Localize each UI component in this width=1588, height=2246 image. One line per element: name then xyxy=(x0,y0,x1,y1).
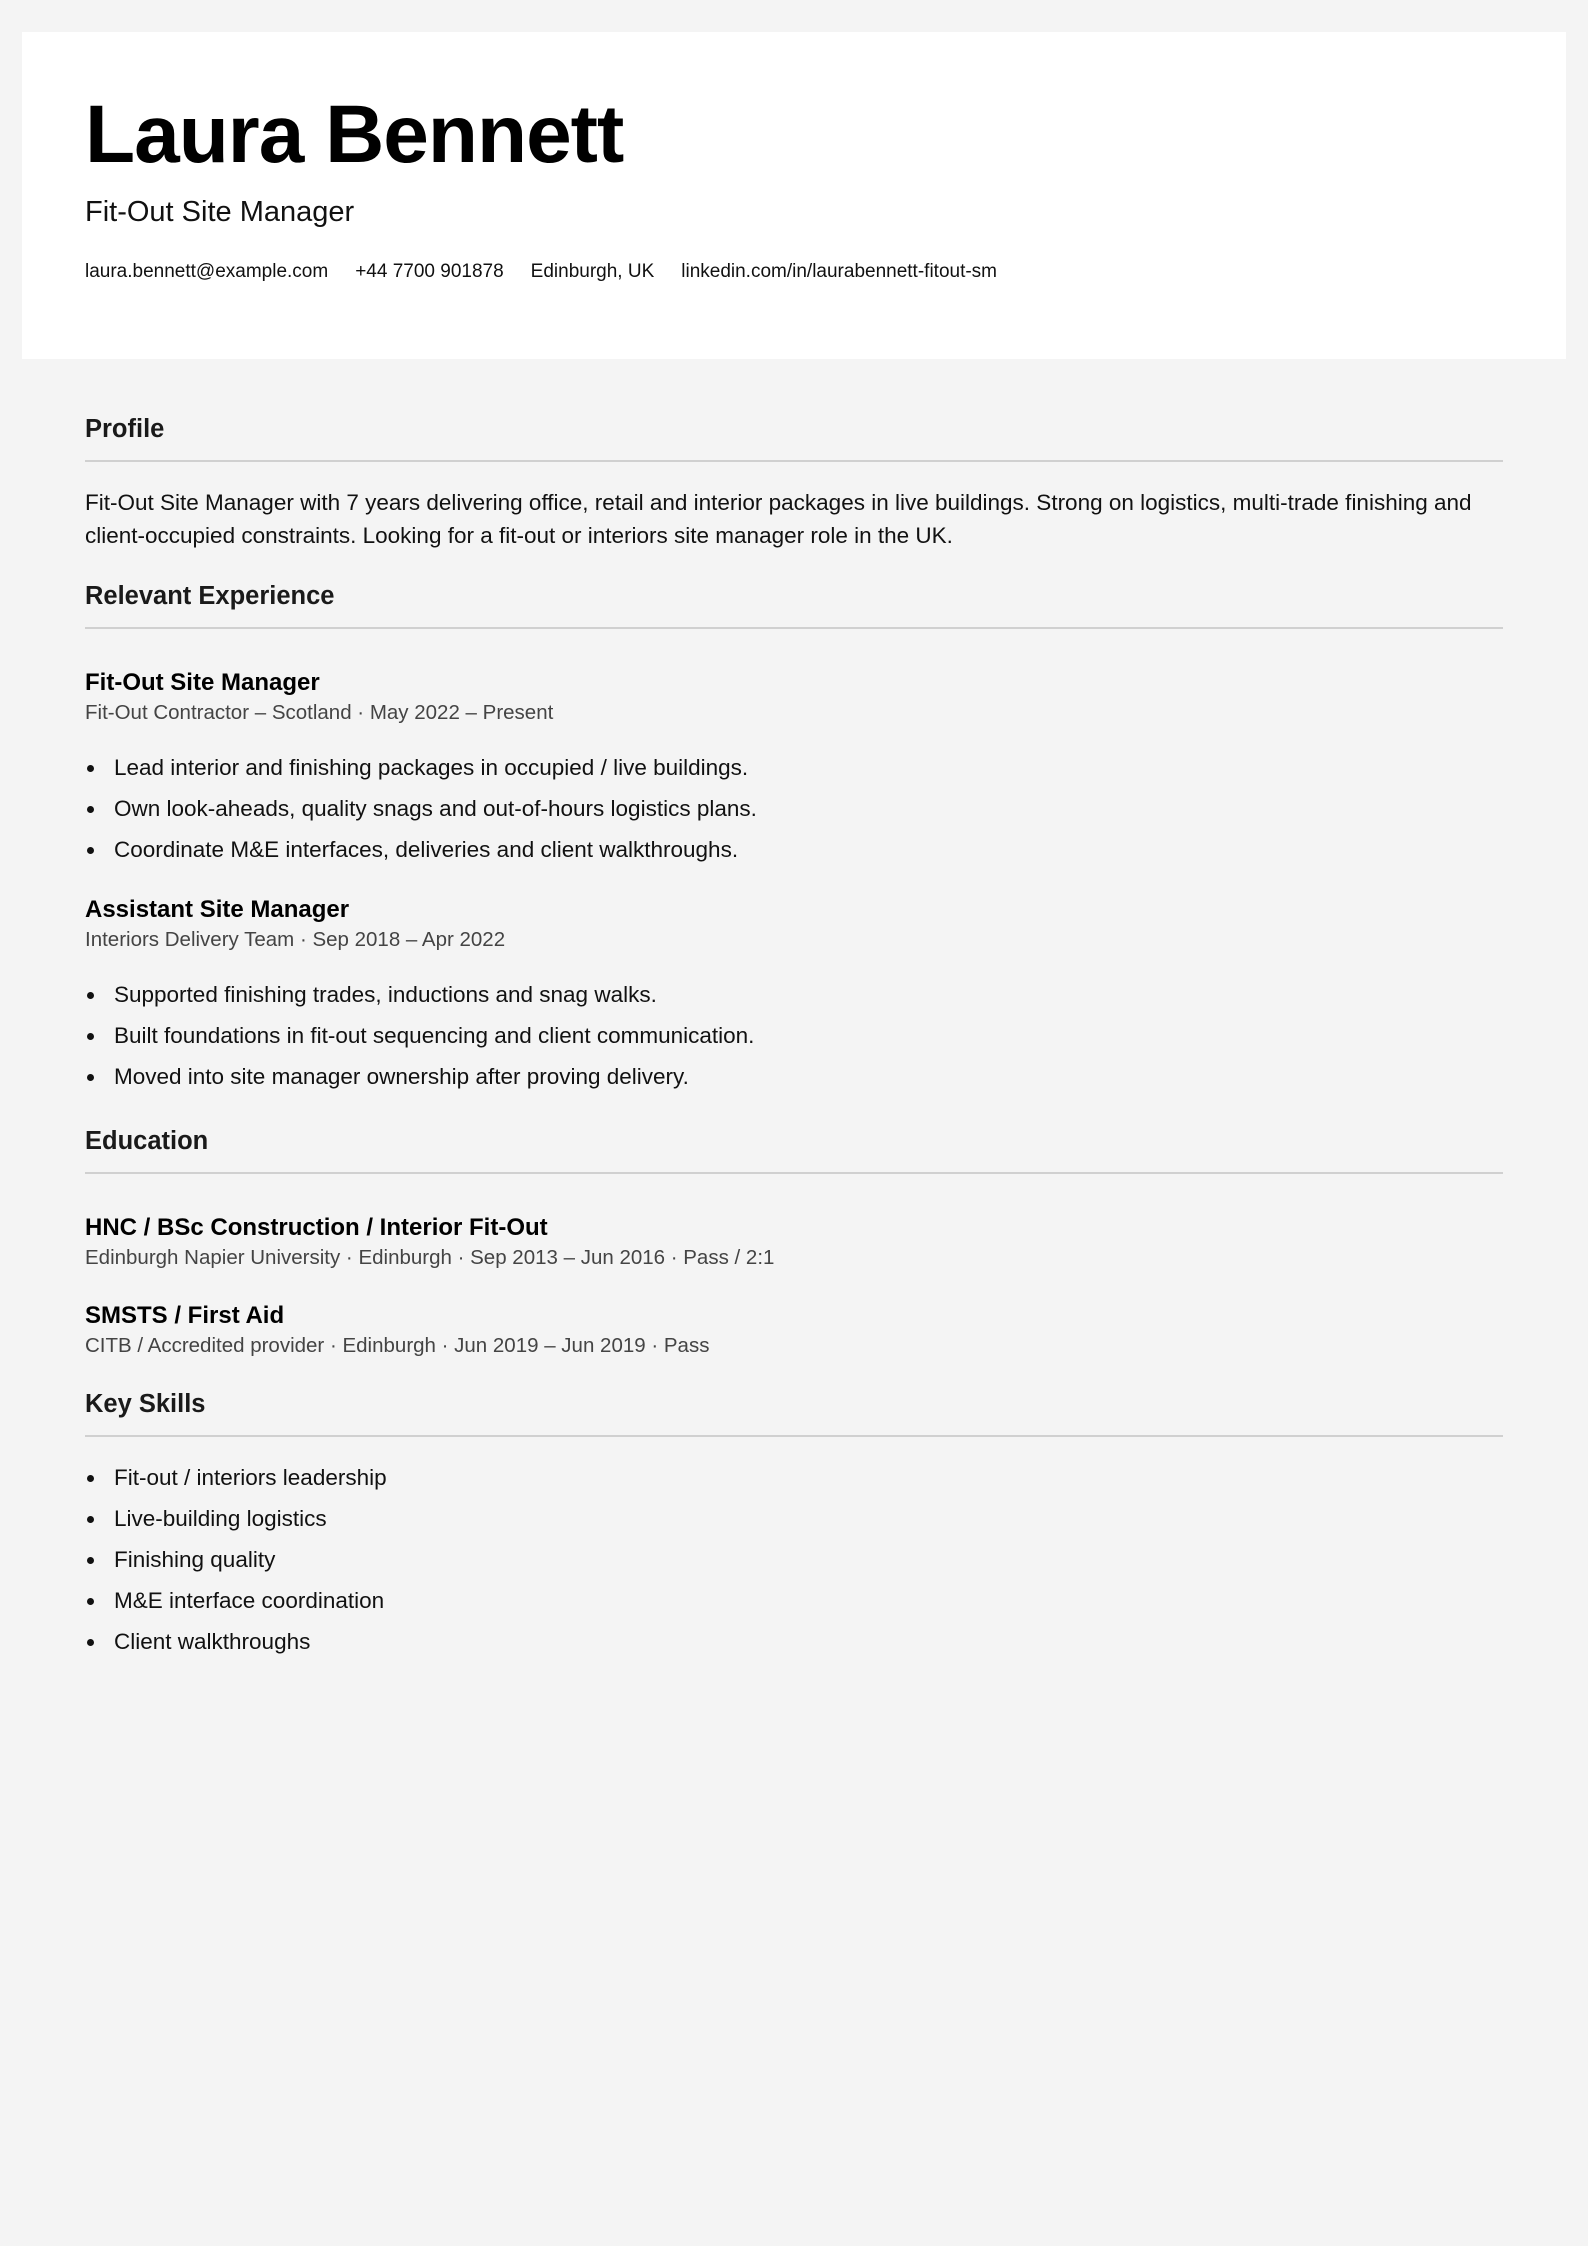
profile-section xyxy=(85,413,1503,552)
education-entry xyxy=(85,1212,1503,1272)
contact-linkedin[interactable]: linkedin.com/in/laurabennett-fitout-sm xyxy=(681,261,998,282)
job-bullet: Lead interior and finishing packages in occupied / live buildings. xyxy=(85,747,1503,788)
resume-body xyxy=(85,395,1503,1662)
education-meta: CITB / Accredited provider · Edinburgh · Jun 2019 – Jun 2019 · Pass xyxy=(85,1334,710,1358)
skills-list xyxy=(85,1457,1503,1662)
job-bullet: Supported finishing trades, inductions and snag walks. xyxy=(85,974,1503,1015)
education-title: HNC / BSc Construction / Interior Fit-Out xyxy=(85,1214,548,1242)
job-bullet: Built foundations in fit-out sequencing and client communication. xyxy=(85,1015,1503,1056)
resume-header xyxy=(22,32,1566,359)
education-meta: Edinburgh Napier University · Edinburgh · Sep 2013 – Jun 2016 · Pass / 2:1 xyxy=(85,1246,775,1270)
job-title: Assistant Site Manager xyxy=(85,896,350,924)
job-title: Fit-Out Site Manager xyxy=(85,669,320,697)
contact-phone[interactable]: +44 7700 901878 xyxy=(355,261,504,282)
section-title-profile: Profile xyxy=(85,413,1503,462)
job-bullet: Coordinate M&E interfaces, deliveries and client walkthroughs. xyxy=(85,829,1503,870)
job-meta: Fit-Out Contractor – Scotland · May 2022 – Present xyxy=(85,701,554,725)
skill-item: Live-building logistics xyxy=(85,1498,1503,1539)
section-title-education: Education xyxy=(85,1125,1503,1174)
contact-location: Edinburgh, UK xyxy=(530,261,655,282)
skill-item: Finishing quality xyxy=(85,1539,1503,1580)
education-entry xyxy=(85,1300,1503,1360)
skill-item: M&E interface coordination xyxy=(85,1580,1503,1621)
candidate-name: Laura Bennett xyxy=(85,89,624,180)
education-title: SMSTS / First Aid xyxy=(85,1301,285,1329)
contact-row xyxy=(85,260,997,285)
job-bullet-list xyxy=(85,974,1503,1097)
skill-item: Fit-out / interiors leadership xyxy=(85,1457,1503,1498)
job-meta: Interiors Delivery Team · Sep 2018 – Apr 2022 xyxy=(85,928,506,952)
job-entry xyxy=(85,894,1503,1097)
job-entry xyxy=(85,667,1503,870)
section-title-experience: Relevant Experience xyxy=(85,580,1503,629)
experience-section xyxy=(85,580,1503,1097)
job-bullet: Own look-aheads, quality snags and out-of-hours logistics plans. xyxy=(85,788,1503,829)
skill-item: Client walkthroughs xyxy=(85,1621,1503,1662)
skills-section xyxy=(85,1388,1503,1662)
section-title-skills: Key Skills xyxy=(85,1388,1503,1437)
education-section xyxy=(85,1125,1503,1360)
profile-summary: Fit-Out Site Manager with 7 years delivering office, retail and interior packages in live buildings. Strong on logistics, multi-trade finishing and client-occupied constraints. Looking for a fit-out or interiors site manager role in the UK. xyxy=(85,490,1472,549)
job-bullet: Moved into site manager ownership after proving delivery. xyxy=(85,1056,1503,1097)
contact-email[interactable]: laura.bennett@example.com xyxy=(85,261,329,282)
job-bullet-list xyxy=(85,747,1503,870)
candidate-headline: Fit-Out Site Manager xyxy=(85,196,355,228)
